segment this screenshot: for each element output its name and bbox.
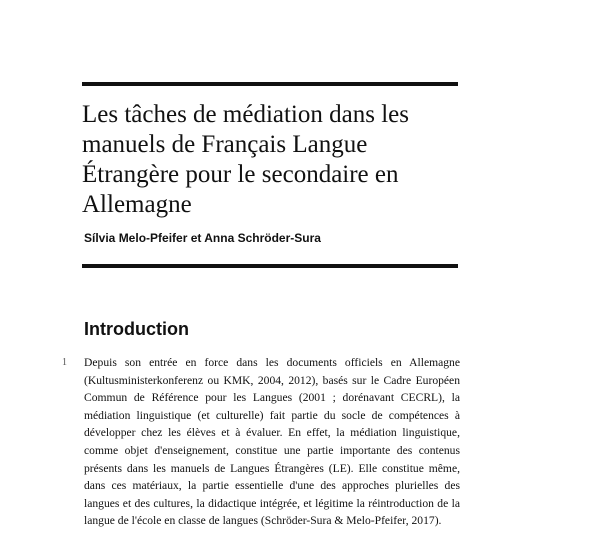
paragraph <box>84 354 460 530</box>
authors: Sílvia Melo-Pfeifer et Anna Schröder-Sura <box>84 231 321 245</box>
title-line: manuels de Français Langue <box>82 131 368 158</box>
title-line: Allemagne <box>82 191 192 218</box>
paragraph-line: (Kultusministerkonferenz ou KMK, 2004, 2012), basés sur le Cadre Européen Commun de <box>84 373 460 405</box>
article-title <box>82 100 460 220</box>
paragraph-line: constitue même, dans ces matériaux, la partie essentielle d'une des approches plurielles <box>84 461 460 493</box>
bottom-rule <box>82 264 458 268</box>
paragraph-block <box>62 354 460 530</box>
paragraph-line: Depuis son entrée en force dans les documents officiels en Allemagne <box>84 356 460 369</box>
section-heading: Introduction <box>84 319 189 339</box>
paragraph-line: Référence pour les Langues (2001 ; dorénavant CECRL), la médiation linguistique (et <box>84 391 460 422</box>
top-rule <box>82 82 458 86</box>
paragraph-line: langue de l'école en classe de langues (Schröder-Sura & Melo-Pfeifer, 2017). <box>84 514 442 528</box>
title-line: Étrangère pour le secondaire en <box>82 161 399 188</box>
paragraph-line: des langues et des cultures, la didactique intégrée, et légitime la réintroduction de la <box>84 479 460 510</box>
paragraph-line: importante des contenus présents dans les manuels de Langues Étrangères (LE). Elle <box>84 443 460 475</box>
paragraph-line: culturelle) fait partie du socle de compétences à développer chez les élèves et à évaluer. <box>84 408 460 440</box>
paragraph-line: En effet, la médiation linguistique, comme objet d'enseignement, constitue une partie <box>84 426 460 457</box>
title-line: Les tâches de médiation dans les <box>82 101 409 128</box>
paragraph-number: 1 <box>62 357 67 368</box>
